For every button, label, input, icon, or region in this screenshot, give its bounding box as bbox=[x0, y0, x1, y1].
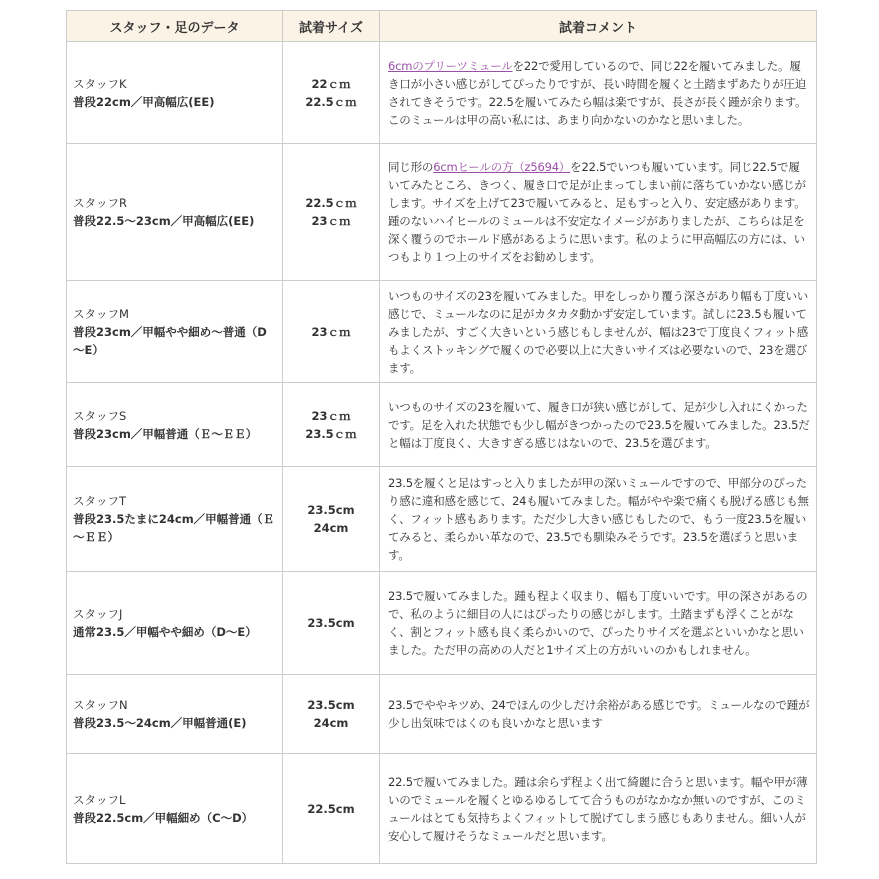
staff-foot-data: 普段22.5～23cm／甲高幅広(EE) bbox=[73, 214, 255, 228]
staff-foot-data: 普段22cm／甲高幅広(EE) bbox=[73, 94, 215, 109]
trial-size: 24cm bbox=[313, 521, 349, 535]
trial-size: 23.5cm bbox=[307, 698, 355, 712]
staff-foot-data: 普段23cm／甲幅普通（Ｅ～ＥＥ） bbox=[73, 426, 258, 441]
comment-text: 23.5でややキツめ、24でほんの少しだけ余裕がある感じです。ミュールなので踵が少し出気味ではくのも良いかなと思います bbox=[388, 698, 810, 730]
size-cell bbox=[283, 467, 380, 572]
comment-text: 23.5で履いてみました。踵も程よく収まり、幅も丁度いいです。甲の深さがあるので、私のように細目の人にはぴったりの感じがします。土踏まずも浮くことがなく、割とフィット感も良く柔らかいので、ぴったりサイズを選ぶといいかなと思いました。ただ甲の高めの人だと1サイズ上の方がいいのかもしれません。 bbox=[388, 589, 808, 657]
header-trial-size: 試着サイズ bbox=[283, 11, 380, 42]
comment-cell bbox=[380, 572, 817, 675]
comment-cell bbox=[380, 675, 817, 754]
table-row bbox=[67, 281, 817, 383]
staff-foot-data: 普段22.5cm／甲幅細め（C～D） bbox=[73, 810, 254, 825]
table-row bbox=[67, 42, 817, 144]
size-cell bbox=[283, 144, 380, 281]
staff-name: スタッフK bbox=[73, 76, 127, 91]
comment-cell bbox=[380, 754, 817, 864]
comment-text: 22.5で履いてみました。踵は余らず程よく出て綺麗に合うと思います。幅や甲が薄いのでミュールを履くとゆるゆるしてて合うものがなかなか無いのですが、このミュールはとても気持ちよくフィットして脱げてしまう感じもありません。細い人が安心して履けそうなミュールだと思います。 bbox=[388, 774, 808, 843]
staff-cell bbox=[67, 467, 283, 572]
staff-cell bbox=[67, 675, 283, 754]
staff-name: スタッフN bbox=[73, 698, 128, 712]
trial-size: 23.5cm bbox=[307, 616, 355, 630]
staff-cell bbox=[67, 144, 283, 281]
comment-cell bbox=[380, 383, 817, 467]
header-trial-comment: 試着コメント bbox=[380, 11, 817, 42]
table-row bbox=[67, 383, 817, 467]
staff-name: スタッフT bbox=[73, 494, 127, 508]
trial-size: 23.5cm bbox=[307, 503, 355, 517]
size-cell bbox=[283, 42, 380, 144]
size-cell bbox=[283, 754, 380, 864]
trial-size: 24cm bbox=[313, 716, 349, 730]
size-cell bbox=[283, 383, 380, 467]
trial-size: 23ｃｍ bbox=[311, 324, 351, 339]
trial-size: 22.5ｃｍ bbox=[305, 196, 357, 210]
staff-cell bbox=[67, 42, 283, 144]
comment-text: いつものサイズの23を履いてみました。甲をしっかり覆う深さがあり幅も丁度いい感じで、ミュールなのに足がカタカタ動かず安定しています。試しに23.5も履いてみましたが、すごく大きいという感じもしませんが、幅は23で丁度良くフィット感もよくストッキングで履くので必要以上に大きいサイズは必要ないので、23を選びます。 bbox=[388, 288, 809, 375]
table-row bbox=[67, 467, 817, 572]
size-cell bbox=[283, 281, 380, 383]
table-row bbox=[67, 675, 817, 754]
trial-size: 22ｃｍ bbox=[311, 76, 351, 91]
comment-text: を22.5でいつも履いています。同じ22.5で履いてみたところ、きつく、履き口で足が止まってしまい前に落ちていかない感じがします。サイズを上げて23で履いてみると、足もすっと入り、安定感があります。踵のないハイヒールのミュールは不安定なイメージがありましたが、こちらは足を深く覆うのでホールド感があるように思います。私のように甲高幅広の方には、いつもより１つ上のサイズをお勧めします。 bbox=[388, 160, 806, 264]
staff-name: スタッフL bbox=[73, 792, 126, 807]
table-row bbox=[67, 144, 817, 281]
staff-foot-data: 普段23cm／甲幅やや細め～普通（D～E） bbox=[73, 324, 267, 357]
trial-size: 23ｃｍ bbox=[311, 214, 351, 228]
staff-name: スタッフR bbox=[73, 196, 127, 210]
staff-name: スタッフJ bbox=[73, 607, 123, 621]
comment-text: 23.5を履くと足はすっと入りましたが甲の深いミュールですので、甲部分のぴったり感に違和感を感じて、24も履いてみました。幅がやや楽で痛くも脱げる感じも無く、フィット感もあります。ただ少し大きい感じもしたので、もう一度23.5を履いてみると、柔らかい革なので、23.5でも馴染みそうです。23.5を選ぼうと思います。 bbox=[388, 476, 809, 562]
table-row bbox=[67, 572, 817, 675]
header-staff-data: スタッフ・足のデータ bbox=[67, 11, 283, 42]
size-cell bbox=[283, 572, 380, 675]
comment-text: を22で愛用しているので、同じ22を履いてみました。履き口が小さい感じがしてぴったりですが、長い時間を履くと土踏まずあたりが圧迫されてきそうです。22.5を履いてみたら幅は楽ですが、長さが長く踵が余ります。 このミュールは甲の高い私には、あまり向かないのかなと思いました。 bbox=[388, 58, 807, 127]
staff-foot-data: 普段23.5たまに24cm／甲幅普通（Ｅ～ＥＥ） bbox=[73, 512, 275, 544]
trial-size: 22.5ｃｍ bbox=[305, 94, 357, 109]
product-link-pleats-mule[interactable]: 6cmのプリーツミュール bbox=[388, 58, 513, 73]
staff-name: スタッフM bbox=[73, 306, 129, 321]
staff-foot-data: 通常23.5／甲幅やや細め（D～E） bbox=[73, 625, 257, 639]
staff-foot-data: 普段23.5～24cm／甲幅普通(E) bbox=[73, 716, 247, 730]
comment-cell bbox=[380, 144, 817, 281]
staff-name: スタッフS bbox=[73, 408, 127, 423]
comment-cell bbox=[380, 467, 817, 572]
comment-cell bbox=[380, 281, 817, 383]
product-link-6cm-heel[interactable]: 6cmヒールの方（z5694） bbox=[433, 160, 571, 174]
trial-size: 23ｃｍ bbox=[311, 408, 351, 423]
staff-fitting-table bbox=[66, 10, 817, 864]
trial-size: 22.5cm bbox=[307, 801, 355, 816]
trial-size: 23.5ｃｍ bbox=[305, 426, 357, 441]
table-header-row bbox=[67, 11, 817, 42]
comment-cell bbox=[380, 42, 817, 144]
staff-cell bbox=[67, 572, 283, 675]
staff-cell bbox=[67, 383, 283, 467]
staff-cell bbox=[67, 281, 283, 383]
staff-cell bbox=[67, 754, 283, 864]
size-cell bbox=[283, 675, 380, 754]
comment-text: いつものサイズの23を履いて、履き口が狭い感じがして、足が少し入れにくかったです。足を入れた状態でも少し幅がきつかったので23.5を履いてみました。23.5だと幅は丁度良く、大きすぎる感じはないので、23.5を選びます。 bbox=[388, 399, 810, 450]
table-row bbox=[67, 754, 817, 864]
comment-prefix: 同じ形の bbox=[388, 160, 434, 174]
